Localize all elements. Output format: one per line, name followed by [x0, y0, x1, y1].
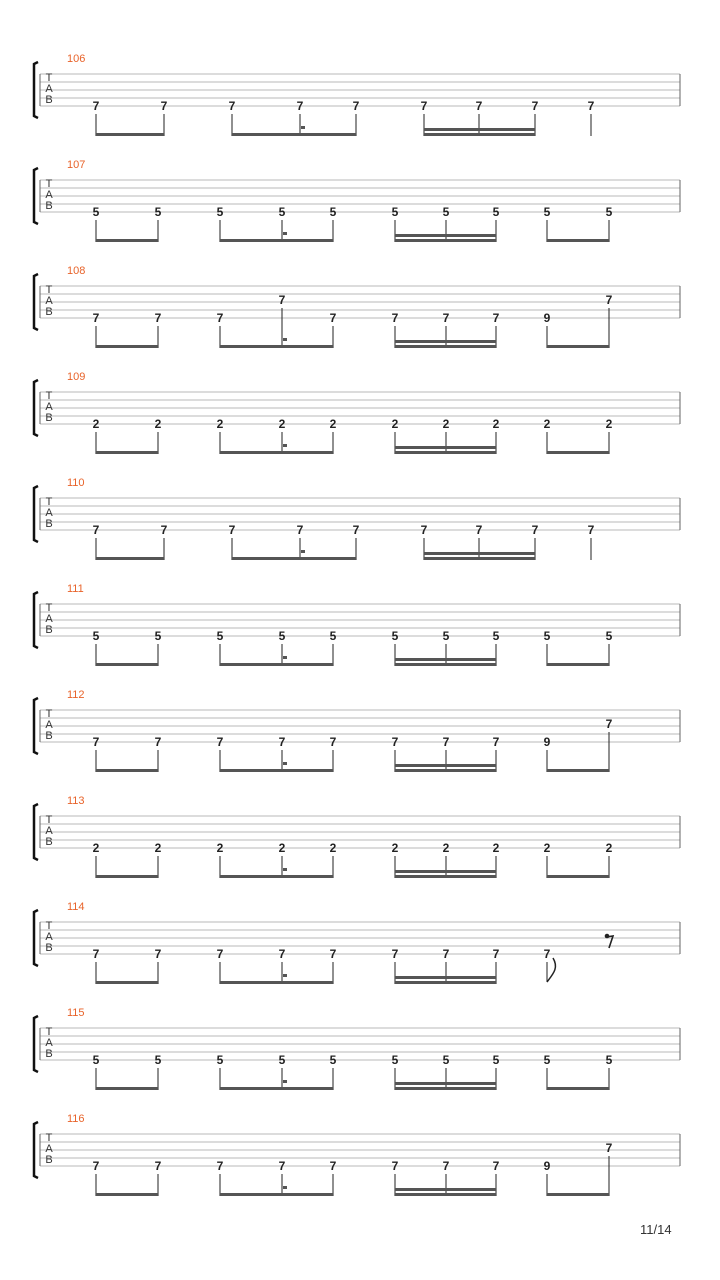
note-beam: [96, 1087, 158, 1090]
fret-number: 7: [216, 1159, 224, 1173]
note-beam: [395, 976, 496, 979]
tab-clef-letter: A: [45, 931, 53, 943]
note-beam: [220, 769, 333, 772]
fret-number: 7: [296, 99, 304, 113]
fret-number: 5: [92, 629, 100, 643]
note-beam: [395, 1087, 496, 1090]
fret-number: 7: [216, 311, 224, 325]
tab-clef-letter: A: [45, 189, 53, 201]
fret-number: 5: [442, 205, 450, 219]
fret-number: 7: [154, 947, 162, 961]
fret-number: 7: [492, 1159, 500, 1173]
tab-clef-letter: T: [45, 1132, 53, 1144]
dot-mark: [283, 1080, 287, 1083]
note-beam: [547, 345, 609, 348]
fret-number: 7: [442, 1159, 450, 1173]
fret-number: 2: [442, 841, 450, 855]
fret-number: 5: [154, 1053, 162, 1067]
tab-clef-letter: B: [45, 200, 53, 212]
tab-system: [34, 265, 680, 348]
fret-number: 9: [543, 1159, 551, 1173]
note-beam: [220, 239, 333, 242]
fret-number: 7: [92, 99, 100, 113]
fret-number: 7: [391, 1159, 399, 1173]
fret-number: 2: [92, 841, 100, 855]
fret-number: 7: [278, 1159, 286, 1173]
note-beam: [395, 451, 496, 454]
measure-number: 106: [67, 53, 86, 65]
tab-clef-letter: B: [45, 306, 53, 318]
fret-number: 7: [296, 523, 304, 537]
note-beam: [96, 557, 164, 560]
dot-mark: [283, 762, 287, 765]
measure-number: 107: [67, 159, 86, 171]
fret-number: 5: [492, 205, 500, 219]
fret-number: 7: [154, 311, 162, 325]
fret-number: 7: [587, 99, 595, 113]
fret-number: 7: [329, 1159, 337, 1173]
measure-number: 112: [67, 689, 85, 701]
note-beam: [395, 663, 496, 666]
tab-clef-letter: A: [45, 613, 53, 625]
fret-number: 7: [531, 99, 539, 113]
fret-number: 7: [531, 523, 539, 537]
note-beam: [395, 1082, 496, 1085]
note-beam: [96, 133, 164, 136]
fret-number: 2: [391, 417, 399, 431]
note-beam: [395, 870, 496, 873]
note-beam: [96, 981, 158, 984]
fret-number: 2: [605, 841, 613, 855]
note-beam: [395, 1188, 496, 1191]
fret-number: 7: [228, 99, 236, 113]
fret-number: 7: [228, 523, 236, 537]
tab-system: [34, 1113, 680, 1196]
tab-clef-letter: B: [45, 94, 53, 106]
fret-number: 7: [92, 311, 100, 325]
fret-number: 7: [278, 735, 286, 749]
note-beam: [96, 345, 158, 348]
note-beam: [220, 1087, 333, 1090]
tab-clef-letter: A: [45, 401, 53, 413]
note-beam: [96, 663, 158, 666]
tab-clef-letter: T: [45, 602, 53, 614]
tab-clef-letter: B: [45, 730, 53, 742]
tab-system: [34, 371, 680, 454]
tab-system: [34, 689, 680, 772]
fret-number: 2: [278, 841, 286, 855]
fret-number: 5: [154, 629, 162, 643]
tab-clef-letter: A: [45, 295, 53, 307]
tab-clef-letter: A: [45, 719, 53, 731]
fret-number: 2: [278, 417, 286, 431]
fret-number: 7: [420, 523, 428, 537]
fret-number: 7: [492, 311, 500, 325]
note-beam: [547, 451, 609, 454]
fret-number: 9: [543, 735, 551, 749]
note-beam: [395, 234, 496, 237]
fret-number: 7: [160, 99, 168, 113]
fret-number: 7: [329, 311, 337, 325]
note-beam: [395, 1193, 496, 1196]
fret-number: 5: [442, 1053, 450, 1067]
tab-clef-letter: B: [45, 1048, 53, 1060]
tab-clef-letter: T: [45, 496, 53, 508]
tab-system: [34, 795, 680, 878]
tab-clef-letter: T: [45, 1026, 53, 1038]
system-bracket: [34, 168, 38, 224]
tab-system: [34, 477, 680, 560]
tab-clef-letter: T: [45, 72, 53, 84]
measure-number: 109: [67, 371, 86, 383]
note-beam: [395, 764, 496, 767]
dot-mark: [283, 232, 287, 235]
tab-system: [34, 1007, 680, 1090]
fret-number: 2: [329, 841, 337, 855]
fret-number: 7: [278, 947, 286, 961]
fret-number: 7: [475, 99, 483, 113]
fret-number: 7: [154, 1159, 162, 1173]
tab-clef-letter: B: [45, 836, 53, 848]
note-beam: [220, 451, 333, 454]
dot-mark: [301, 126, 305, 129]
fret-number: 2: [216, 841, 224, 855]
fret-number: 5: [278, 629, 286, 643]
fret-number: 5: [216, 205, 224, 219]
tab-clef-letter: B: [45, 412, 53, 424]
fret-number: 7: [352, 99, 360, 113]
tab-clef-letter: B: [45, 1154, 53, 1166]
tab-system: [34, 901, 680, 984]
system-bracket: [34, 274, 38, 330]
fret-number: 7: [442, 311, 450, 325]
tab-clef-letter: A: [45, 825, 53, 837]
tab-clef-letter: A: [45, 1143, 53, 1155]
fret-number: 5: [216, 629, 224, 643]
fret-number: 7: [160, 523, 168, 537]
tab-clef-letter: B: [45, 624, 53, 636]
fret-number: 7: [278, 293, 286, 307]
note-beam: [220, 875, 333, 878]
system-bracket: [34, 62, 38, 118]
note-beam: [96, 875, 158, 878]
system-bracket: [34, 1016, 38, 1072]
fret-number: 7: [543, 947, 551, 961]
dot-mark: [283, 338, 287, 341]
note-beam: [547, 1193, 609, 1196]
system-bracket: [34, 592, 38, 648]
fret-number: 5: [329, 205, 337, 219]
fret-number: 7: [329, 735, 337, 749]
fret-number: 5: [92, 205, 100, 219]
system-bracket: [34, 1122, 38, 1178]
measure-number: 114: [67, 901, 85, 913]
tab-clef-letter: T: [45, 178, 53, 190]
fret-number: 5: [543, 1053, 551, 1067]
dot-mark: [283, 868, 287, 871]
dot-mark: [283, 656, 287, 659]
fret-number: 2: [154, 417, 162, 431]
measure-number: 110: [67, 477, 85, 489]
note-beam: [96, 1193, 158, 1196]
tab-clef-letter: T: [45, 708, 53, 720]
note-beam: [424, 133, 535, 136]
fret-number: 2: [492, 417, 500, 431]
fret-number: 5: [492, 629, 500, 643]
note-beam: [96, 769, 158, 772]
fret-number: 2: [492, 841, 500, 855]
measure-number: 108: [67, 265, 86, 277]
note-beam: [220, 1193, 333, 1196]
dot-mark: [283, 974, 287, 977]
fret-number: 9: [543, 311, 551, 325]
fret-number: 5: [391, 1053, 399, 1067]
fret-number: 2: [543, 841, 551, 855]
fret-number: 7: [216, 947, 224, 961]
fret-number: 5: [329, 1053, 337, 1067]
fret-number: 7: [492, 947, 500, 961]
fret-number: 2: [391, 841, 399, 855]
measure-number: 113: [67, 795, 85, 807]
note-beam: [547, 875, 609, 878]
fret-number: 7: [391, 311, 399, 325]
note-beam: [395, 340, 496, 343]
measure-number: 116: [67, 1113, 85, 1125]
fret-number: 7: [92, 523, 100, 537]
fret-number: 7: [492, 735, 500, 749]
note-beam: [220, 663, 333, 666]
fret-number: 5: [605, 629, 613, 643]
fret-number: 7: [605, 1141, 613, 1155]
fret-number: 7: [92, 1159, 100, 1173]
fret-number: 2: [216, 417, 224, 431]
fret-number: 7: [442, 947, 450, 961]
note-beam: [395, 239, 496, 242]
tab-clef-letter: T: [45, 284, 53, 296]
fret-number: 5: [391, 629, 399, 643]
fret-number: 7: [352, 523, 360, 537]
fret-number: 5: [605, 205, 613, 219]
fret-number: 7: [605, 717, 613, 731]
system-bracket: [34, 910, 38, 966]
fret-number: 7: [216, 735, 224, 749]
note-beam: [96, 239, 158, 242]
fret-number: 5: [391, 205, 399, 219]
fret-number: 7: [587, 523, 595, 537]
fret-number: 7: [605, 293, 613, 307]
fret-number: 7: [442, 735, 450, 749]
note-beam: [547, 239, 609, 242]
fret-number: 5: [278, 1053, 286, 1067]
fret-number: 7: [475, 523, 483, 537]
tab-clef-letter: A: [45, 507, 53, 519]
tab-clef-letter: T: [45, 390, 53, 402]
dot-mark: [301, 550, 305, 553]
tab-clef-letter: T: [45, 920, 53, 932]
tab-clef-letter: B: [45, 518, 53, 530]
note-flag: [547, 958, 555, 982]
fret-number: 5: [216, 1053, 224, 1067]
note-beam: [547, 769, 609, 772]
fret-number: 5: [92, 1053, 100, 1067]
fret-number: 5: [492, 1053, 500, 1067]
fret-number: 5: [605, 1053, 613, 1067]
note-beam: [395, 981, 496, 984]
fret-number: 5: [154, 205, 162, 219]
fret-number: 5: [543, 205, 551, 219]
note-beam: [395, 446, 496, 449]
fret-number: 7: [329, 947, 337, 961]
note-beam: [547, 1087, 609, 1090]
measure-number: 111: [67, 583, 84, 595]
note-beam: [395, 658, 496, 661]
fret-number: 2: [543, 417, 551, 431]
system-bracket: [34, 698, 38, 754]
fret-number: 2: [154, 841, 162, 855]
fret-number: 7: [391, 947, 399, 961]
note-beam: [547, 663, 609, 666]
fret-number: 7: [391, 735, 399, 749]
fret-number: 7: [92, 735, 100, 749]
fret-number: 7: [92, 947, 100, 961]
fret-number: 7: [154, 735, 162, 749]
note-beam: [424, 128, 535, 131]
fret-number: 5: [543, 629, 551, 643]
tab-system: [34, 159, 680, 242]
note-beam: [424, 552, 535, 555]
fret-number: 5: [329, 629, 337, 643]
note-beam: [232, 133, 356, 136]
measure-number: 115: [67, 1007, 85, 1019]
note-beam: [395, 345, 496, 348]
tab-system: [34, 583, 680, 666]
note-beam: [424, 557, 535, 560]
tab-clef-letter: T: [45, 814, 53, 826]
dot-mark: [283, 1186, 287, 1189]
tab-clef-letter: A: [45, 83, 53, 95]
fret-number: 5: [278, 205, 286, 219]
note-beam: [220, 345, 333, 348]
note-beam: [220, 981, 333, 984]
tab-clef-letter: B: [45, 942, 53, 954]
tab-system: [34, 53, 680, 136]
fret-number: 2: [605, 417, 613, 431]
note-beam: [232, 557, 356, 560]
system-bracket: [34, 380, 38, 436]
fret-number: 2: [442, 417, 450, 431]
fret-number: 5: [442, 629, 450, 643]
fret-number: 2: [92, 417, 100, 431]
fret-number: 7: [420, 99, 428, 113]
system-bracket: [34, 804, 38, 860]
dot-mark: [283, 444, 287, 447]
note-beam: [395, 769, 496, 772]
fret-number: 2: [329, 417, 337, 431]
tab-clef-letter: A: [45, 1037, 53, 1049]
system-bracket: [34, 486, 38, 542]
note-beam: [395, 875, 496, 878]
note-beam: [96, 451, 158, 454]
page-number: 11/14: [640, 1222, 672, 1237]
